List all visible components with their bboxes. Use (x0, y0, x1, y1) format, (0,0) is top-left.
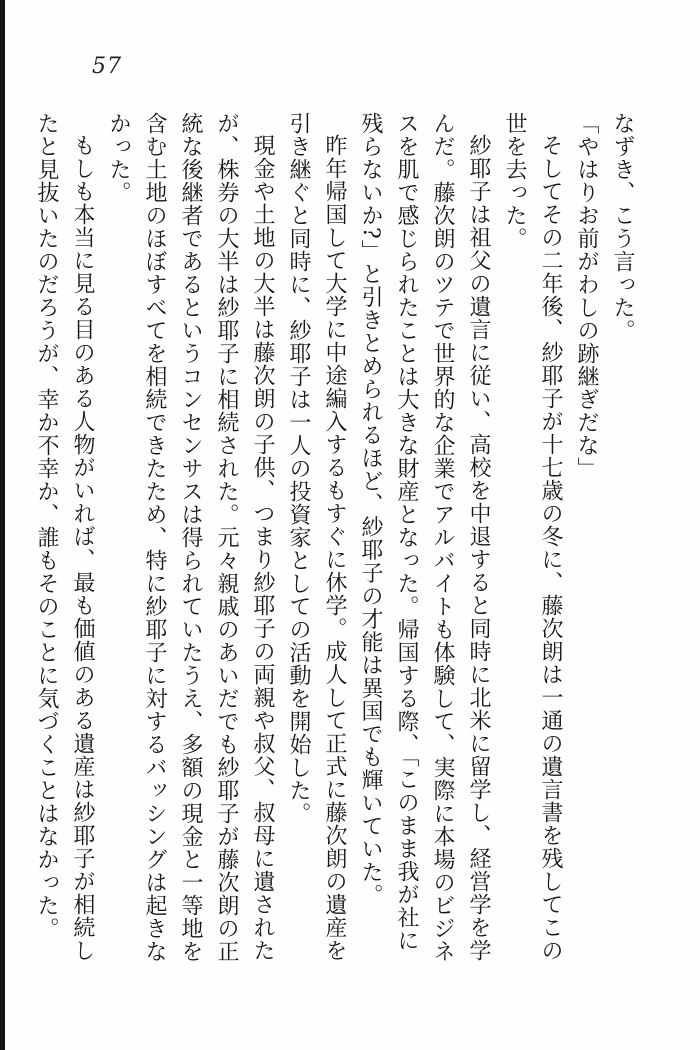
paragraph: 現金や土地の大半は藤次朗の子供、つまり紗耶子の両親や叔父、叔母に遺されたが、株券の大半は紗耶子に相続された。元々親戚のあいだでも紗耶子が藤次朗の正統な後継者であるというコンセンサスは得られていたうえ、多額の現金と一等地を含む土地のほぼすべてを相続できたため、特に紗耶子に対するバッシングは起きなかった。 (106, 112, 275, 963)
paragraph: 紗耶子は祖父の遺言に従い、高校を中退すると同時に北米に留学し、経営学を学んだ。藤次朗のツテで世界的な企業でアルバイトも体験して、実際に本場のビジネスを肌で感じられたことは大きな財産となった。帰国する際、「このまま我が社に残らないか?」と引きとめられるほど、紗耶子の才能は異国でも輝いていた。 (358, 112, 491, 963)
paragraph: もしも本当に見る目のある人物がいれば、最も価値のある遺産は紗耶子が相続したと見抜いたのだろうが、幸か不幸か、誰もそのことに気づくことはなかった。 (34, 112, 95, 962)
paragraph: 昨年帰国して大学に中途編入するもすぐに休学。成人して正式に藤次朗の遺産を引き継ぐと同時に、紗耶子は一人の投資家としての活動を開始した。 (286, 112, 347, 962)
page-number: 57 (92, 54, 122, 79)
scan-edge-left (0, 0, 5, 1050)
paragraph: そしてその二年後、紗耶子が十七歳の冬に、藤次朗は一通の遺言書を残してこの世を去った。 (502, 112, 563, 962)
paragraph: なずき、こう言った。 (610, 112, 635, 342)
text-columns (34, 112, 640, 970)
paragraph: 「やはりお前がわしの跡継ぎだな」 (574, 112, 599, 480)
